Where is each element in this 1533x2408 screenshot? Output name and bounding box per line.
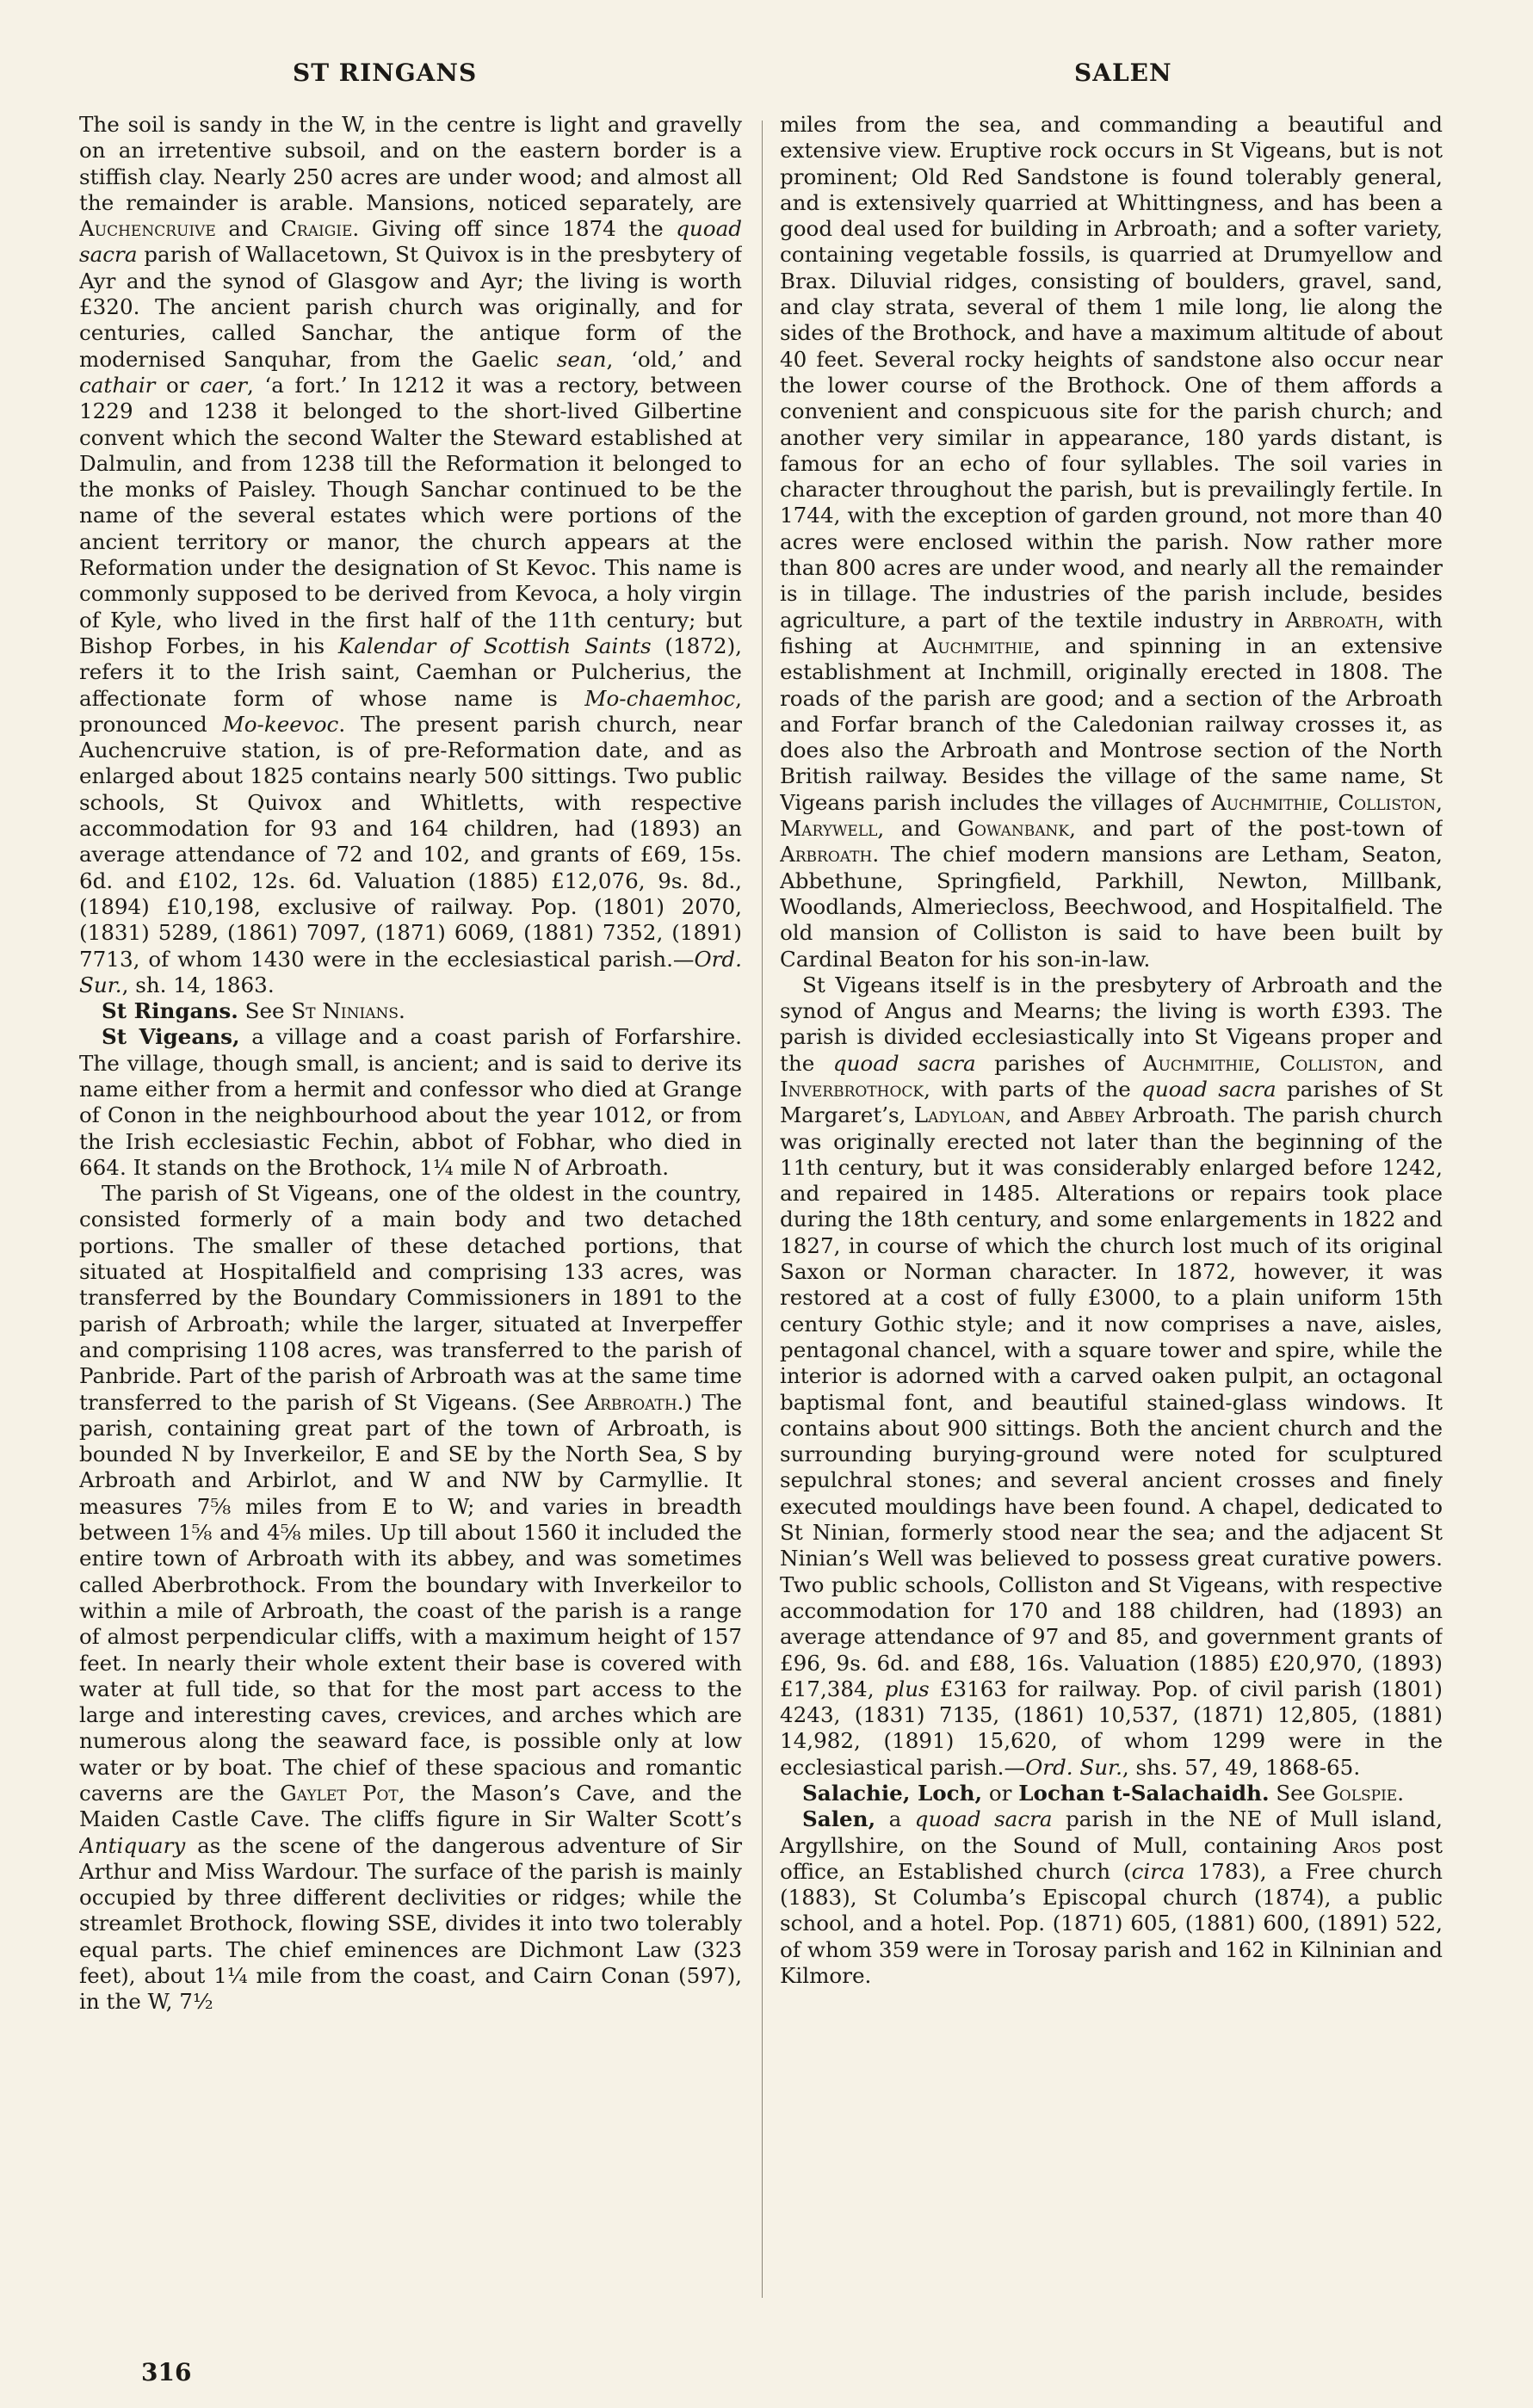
running-head-right: SALEN (1074, 59, 1172, 87)
entry-st-vigeans: St Vigeans, a village and a coast parish of Forfarshire. The village, though small, is ancient; and is said to derive its name either from a hermit and confessor who died at Grange of Conon in the neighbourhood about the year 1012, or from the Irish ecclesiastic Fechin, abbot of Fobhar, who died in 664. It stands on the Brothock, 1¼ mile N of Arbroath. (79, 1024, 742, 1180)
entry-salachie-loch: Salachie, Loch, or Lochan t-Salachaidh. See Golspie. (802, 1781, 1405, 1806)
column-divider (762, 120, 763, 2298)
st-vigeans-geology-paragraph: miles from the sea, and commanding a beautiful and extensive view. Eruptive rock occurs in St Vigeans, but is not prominent; Old Red Sandstone is found tolerably general, and is extensively quarried at Whittingness, and has been a good deal used for building in Arbroath; and a softer variety, containing vegetable fossils, is quarried at Drumyellow and Brax. Diluvial ridges, consisting of boulders, gravel, sand, and clay strata, several of them 1 mile long, lie along the sides of the Brothock, and have a maximum altitude of about 40 feet. Several rocky heights of sandstone also occur near the lower course of the Brothock. One of them affords a convenient and conspicuous site for the parish church; and another very similar in appearance, 180 yards distant, is famous for an echo of four syllables. The soil varies in character throughout the parish, but is prevailingly fertile. In 1744, with the exception of garden ground, not more than 40 acres were enclosed within the parish. Now rather more than 800 acres are under wood, and nearly all the remainder is in tillage. The industries of the parish include, besides agriculture, a part of the textile industry in Arbroath, with fishing at Auchmithie, and spinning in an extensive establishment at Inchmill, originally erected in 1808. The roads of the parish are good; and a section of the Arbroath and Forfar branch of the Caledonian railway crosses it, as does also the Arbroath and Montrose section of the North British railway. Besides the village of the same name, St Vigeans parish includes the villages of Auchmithie, Colliston, Marywell, and Gowanbank, and part of the post-town of Arbroath. The chief modern mansions are Letham, Seaton, Abbethune, Springfield, Parkhill, Newton, Millbank, Woodlands, Almeriecloss, Beechwood, and Hospitalfield. The old mansion of Colliston is said to have been built by Cardinal Beaton for his son-in-law. (780, 112, 1443, 972)
right-column (780, 112, 1443, 2349)
entry-headword: St Ringans. (102, 998, 238, 1024)
entry-salen: Salen, a quoad sacra parish in the NE of Mull island, Argyllshire, on the Sound of Mull, containing Aros post office, an Established church (circa 1783), a Free church (1883), St Columba’s Episcopal church (1874), a public school, and a hotel. Pop. (1871) 605, (1881) 600, (1891) 522, of whom 359 were in Torosay parish and 162 in Kilninian and Kilmore. (780, 1806, 1443, 1989)
entry-st-ringans: St Ringans. See St Ninians. (102, 998, 405, 1024)
st-vigeans-parish-paragraph: The parish of St Vigeans, one of the oldest in the country, consisted formerly of a main body and two detached portions. The smaller of these detached portions, that situated at Hospitalfield and comprising 133 acres, was transferred by the Boundary Commissioners in 1891 to the parish of Arbroath; while the larger, situated at Inverpeffer and comprising 1108 acres, was transferred to the parish of Panbride. Part of the parish of Arbroath was at the same time transferred to the parish of St Vigeans. (See Arbroath.) The parish, containing great part of the town of Arbroath, is bounded N by Inverkeilor, E and SE by the North Sea, S by Arbroath and Arbirlot, and W and NW by Carmyllie. It measures 7⅝ miles from E to W; and varies in breadth between 1⅝ and 4⅝ miles. Up till about 1560 it included the entire town of Arbroath with its abbey, and was sometimes called Aberbrothock. From the boundary with Inverkeilor to within a mile of Arbroath, the coast of the parish is a range of almost perpendicular cliffs, with a maximum height of 157 feet. In nearly their whole extent their base is covered with water at full tide, so that for the most part access to the large and interesting caves, crevices, and arches which are numerous along the seaward face, is possible only at low water or by boat. The chief of these spacious and romantic caverns are the Gaylet Pot, the Mason’s Cave, and the Maiden Castle Cave. The cliffs figure in Sir Walter Scott’s Antiquary as the scene of the dangerous adventure of Sir Arthur and Miss Wardour. The surface of the parish is mainly occupied by three different declivities or ridges; while the streamlet Brothock, flowing SSE, divides it into two tolerably equal parts. The chief eminences are Dichmont Law (323 feet), about 1¼ mile from the coast, and Cairn Conan (597), in the W, 7½ (79, 1181, 742, 2015)
left-column (79, 112, 742, 2349)
st-vigeans-church-paragraph: St Vigeans itself is in the presbytery of Arbroath and the synod of Angus and Mearns; the living is worth £393. The parish is divided ecclesiastically into St Vigeans proper and the quoad sacra parishes of Auchmithie, Colliston, and Inverbrothock, with parts of the quoad sacra parishes of St Margaret’s, Ladyloan, and Abbey Arbroath. The parish church was originally erected not later than the beginning of the 11th century, but it was considerably enlarged before 1242, and repaired in 1485. Alterations or repairs took place during the 18th century, and some enlargements in 1822 and 1827, in course of which the church lost much of its original Saxon or Norman character. In 1872, however, it was restored at a cost of fully £3000, to a plain uniform 15th century Gothic style; and it now comprises a nave, aisles, pentagonal chancel, with a square tower and spire, while the interior is adorned with a carved oaken pulpit, an octagonal baptismal font, and beautiful stained-glass windows. It contains about 900 sittings. Both the ancient church and the surrounding burying-ground were noted for sculptured sepulchral stones; and several ancient crosses and finely executed mouldings have been found. A chapel, dedicated to St Ninian, formerly stood near the sea; and the adjacent St Ninian’s Well was believed to possess great curative powers. Two public schools, Colliston and St Vigeans, with respective accommodation for 170 and 188 children, had (1893) an average attendance of 97 and 85, and government grants of £96, 9s. 6d. and £88, 16s. Valuation (1885) £20,970, (1893) £17,384, plus £3163 for railway. Pop. of civil parish (1801) 4243, (1831) 7135, (1861) 10,537, (1871) 12,805, (1881) 14,982, (1891) 15,620, of whom 1299 were in the ecclesiastical parish.—Ord. Sur., shs. 57, 49, 1868-65. (780, 972, 1443, 1780)
running-head-left: ST RINGANS (293, 59, 478, 87)
entry-headword: Salen, (802, 1806, 876, 1832)
st-quivox-paragraph: The soil is sandy in the W, in the centre is light and gravelly on an irretentive subsoil, and on the eastern border is a stiffish clay. Nearly 250 acres are under wood; and almost all the remainder is arable. Mansions, noticed separately, are Auchencruive and Craigie. Giving off since 1874 the quoad sacra parish of Wallacetown, St Quivox is in the presbytery of Ayr and the synod of Glasgow and Ayr; the living is worth £320. The ancient parish church was originally, and for centuries, called Sanchar, the antique form of the modernised Sanquhar, from the Gaelic sean, ‘old,’ and cathair or caer, ‘a fort.’ In 1212 it was a rectory, between 1229 and 1238 it belonged to the short-lived Gilbertine convent which the second Walter the Steward established at Dalmulin, and from 1238 till the Reformation it belonged to the monks of Paisley. Though Sanchar continued to be the name of the several estates which were portions of the ancient territory or manor, the church appears at the Reformation under the designation of St Kevoc. This name is commonly supposed to be derived from Kevoca, a holy virgin of Kyle, who lived in the first half of the 11th century; but Bishop Forbes, in his Kalendar of Scottish Saints (1872), refers it to the Irish saint, Caemhan or Pulcherius, the affectionate form of whose name is Mo-chaemhoc, pronounced Mo-keevoc. The present parish church, near Auchencruive station, is of pre-Reformation date, and as enlarged about 1825 contains nearly 500 sittings. Two public schools, St Quivox and Whitletts, with respective accommodation for 93 and 164 children, had (1893) an average attendance of 72 and 102, and grants of £69, 15s. 6d. and £102, 12s. 6d. Valuation (1885) £12,076, 9s. 8d., (1894) £10,198, exclusive of railway. Pop. (1801) 2070, (1831) 5289, (1861) 7097, (1871) 6069, (1881) 7352, (1891) 7713, of whom 1430 were in the ecclesiastical parish.—Ord. Sur., sh. 14, 1863. (79, 112, 742, 997)
entry-headword: Salachie, Loch, (802, 1781, 983, 1806)
entry-headword: St Vigeans, (102, 1024, 240, 1050)
page-number: 316 (141, 2358, 192, 2386)
